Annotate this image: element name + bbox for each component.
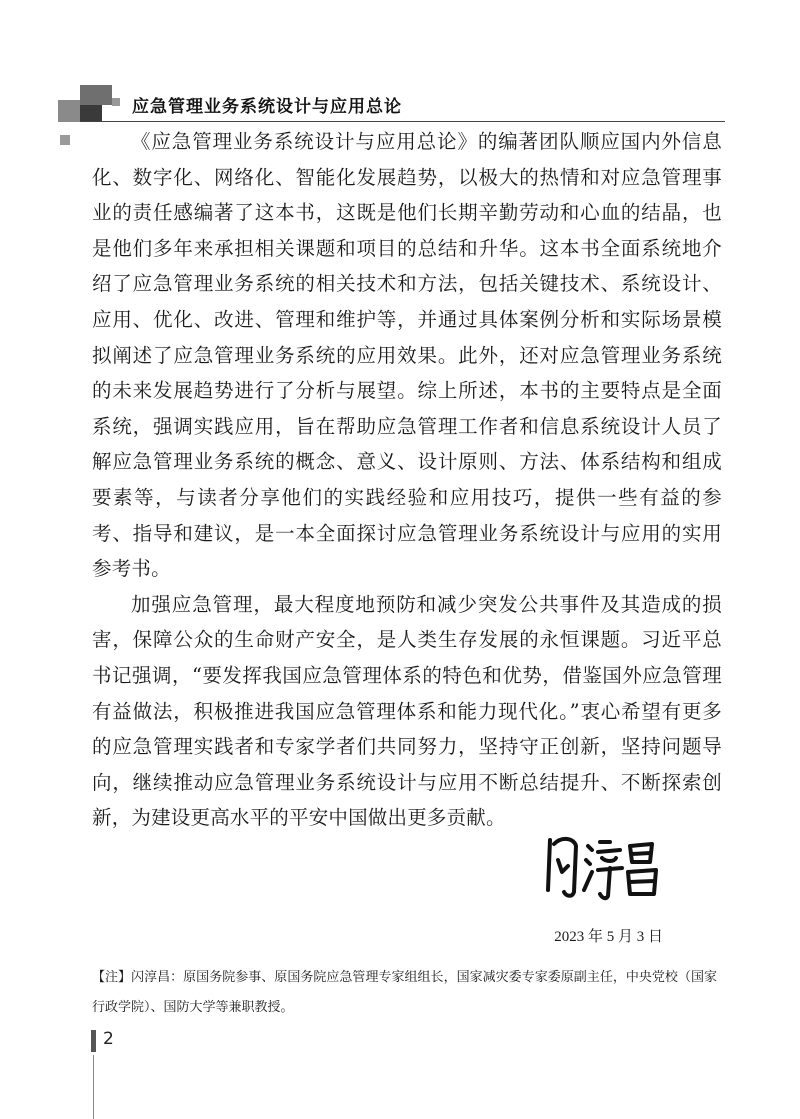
handwritten-signature — [540, 832, 670, 904]
paragraph: 《应急管理业务系统设计与应用总论》的编著团队顺应国内外信息化、数字化、网络化、智能化发展趋势，以极大的热情和对应急管理事业的责任感编著了这本书，这既是他们长期辛勤劳动和心血的结晶，也是他们多年来承担相关课题和项目的总结和升华。这本书全面系统地介绍了应急管理业务系统的相关技术和方法，包括关键技术、系统设计、应用、优化、改进、管理和维护等，并通过具体案例分析和实际场景模拟阐述了应急管理业务系统的应用效果。此外，还对应急管理业务系统的未来发展趋势进行了分析与展望。综上所述，本书的主要特点是全面系统，强调实践应用，旨在帮助应急管理工作者和信息系统设计人员了解应急管理业务系统的概念、意义、设计原则、方法、体系结构和组成要素等，与读者分享他们的实践经验和应用技巧，提供一些有益的参考、指导和建议，是一本全面探讨应急管理业务系统设计与应用的实用参考书。 — [92, 130, 722, 581]
decor-square — [112, 98, 120, 106]
paragraph: 加强应急管理，最大程度地预防和减少突发公共事件及其造成的损害，保障公众的生命财产安全，是人类生存发展的永恒课题。习近平总书记强调，“要发挥我国应急管理体系的特色和优势，借鉴国外应急管理有益做法，积极推进我国应急管理体系和能力现代化。”衷心希望有更多的应急管理实践者和专家学者们共同努力，坚持守正创新，坚持问题导向，继续推动应急管理业务系统设计与应用不断总结提升、不断探索创新，为建设更高水平的平安中国做出更多贡献。 — [92, 592, 722, 830]
decor-square — [60, 135, 70, 145]
page-number-bar — [91, 1030, 96, 1052]
decor-square — [80, 105, 102, 121]
body-text — [92, 124, 722, 836]
page-number: 2 — [103, 1029, 114, 1049]
decor-square — [80, 85, 112, 105]
footer-rule — [93, 1055, 94, 1119]
author-note: 【注】闪淳昌：原国务院参事、原国务院应急管理专家组组长，国家减灾委专家委原副主任，中央党校（国家行政学院）、国防大学等兼职教授。 — [92, 970, 717, 1015]
running-header-title: 应急管理业务系统设计与应用总论 — [132, 97, 402, 117]
header-rule — [80, 121, 725, 122]
decor-square — [58, 100, 80, 122]
signature-date: 2023 年 5 月 3 日 — [554, 929, 663, 945]
